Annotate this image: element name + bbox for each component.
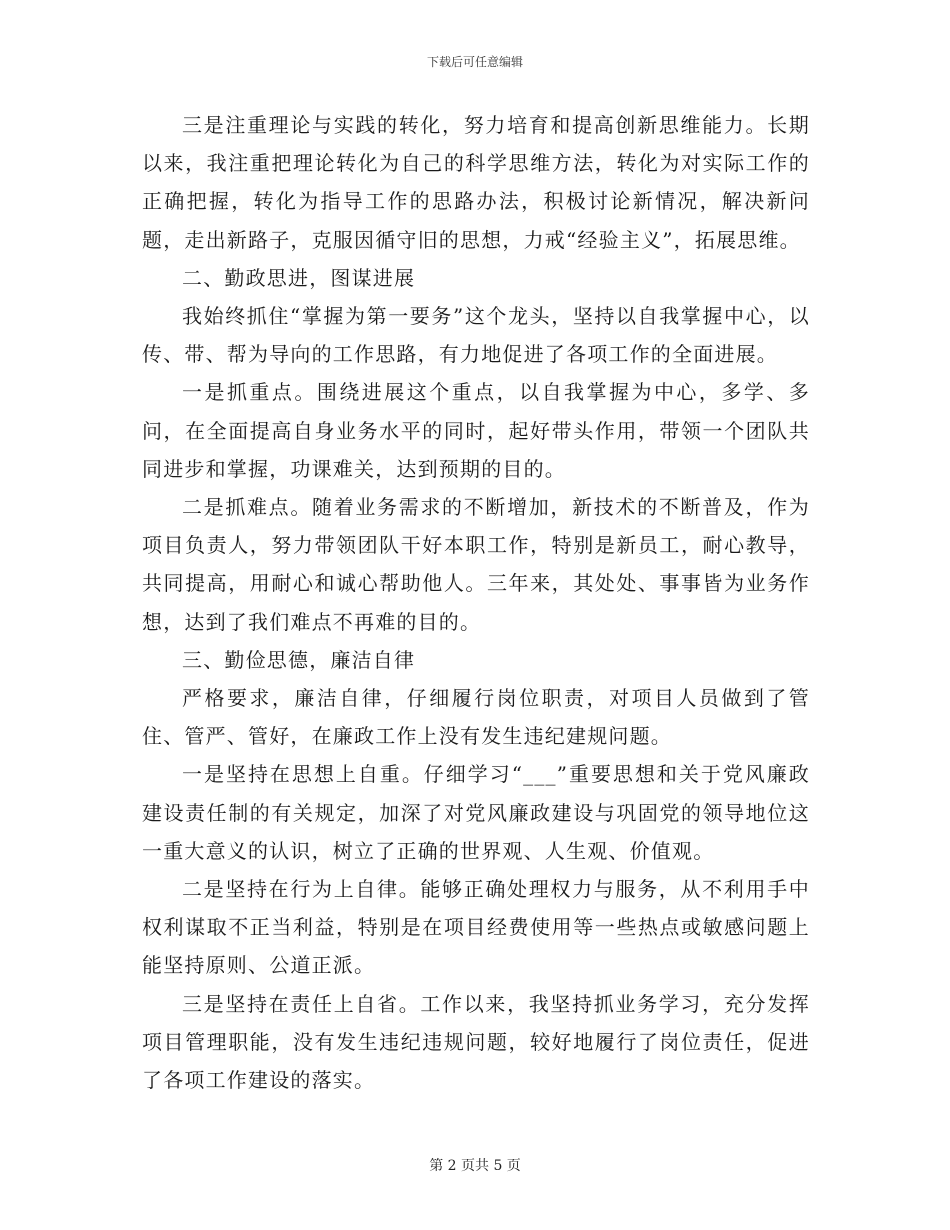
paragraph-self-respect: 一是坚持在思想上自重。仔细学习“___”重要思想和关于党风廉政建设责任制的有关规定，加深了对党风廉政建设与巩固党的领导地位这一重大意义的认识，树立了正确的世界观、人生观、价值观。 xyxy=(142,762,810,863)
paragraph-first-task: 我始终抓住“掌握为第一要务”这个龙头，坚持以自我掌握中心，以传、带、帮为导向的工作思路，有力地促进了各项工作的全面进展。 xyxy=(142,304,810,367)
page-header: 下载后可任意编辑 xyxy=(426,55,523,69)
paragraph-key-points: 一是抓重点。围绕进展这个重点，以自我掌握为中心，多学、多问，在全面提高自身业务水平的同时，起好带头作用，带领一个团队共同进步和掌握，功课难关，达到预期的目的。 xyxy=(142,380,810,481)
paragraph-theory-practice: 三是注重理论与实践的转化，努力培育和提高创新思维能力。长期以来，我注重把理论转化为自己的科学思维方法，转化为对实际工作的正确把握，转化为指导工作的思路办法，积极讨论新情况，解决新问题，走出新路子，克服因循守旧的思想，力戒“经验主义”，拓展思维。 xyxy=(142,113,810,252)
paragraph-strict-requirements: 严格要求，廉洁自律，仔细履行岗位职责，对项目人员做到了管住、管严、管好，在廉政工作上没有发生违纪建规问题。 xyxy=(142,686,810,749)
paragraph-difficult-points: 二是抓难点。随着业务需求的不断增加，新技术的不断普及，作为项目负责人，努力带领团队干好本职工作，特别是新员工，耐心教导，共同提高，用耐心和诚心帮助他人。三年来，其处处、事事皆为业务作想，达到了我们难点不再难的目的。 xyxy=(142,495,810,634)
document-body xyxy=(142,106,810,1099)
page-number: 第 2 页共 5 页 xyxy=(429,1158,521,1174)
section-heading-integrity: 三、勤俭思德，廉洁自律 xyxy=(182,647,416,672)
section-heading-diligence: 二、勤政思进，图谋进展 xyxy=(182,265,416,290)
paragraph-self-reflection: 三是坚持在责任上自省。工作以来，我坚持抓业务学习，充分发挥项目管理职能，没有发生违纪违规问题，较好地履行了岗位责任，促进了各项工作建设的落实。 xyxy=(142,991,810,1093)
paragraph-self-discipline: 二是坚持在行为上自律。能够正确处理权力与服务，从不利用手中权利谋取不正当利益，特别是在项目经费使用等一些热点或敏感问题上能坚持原则、公道正派。 xyxy=(142,877,810,978)
